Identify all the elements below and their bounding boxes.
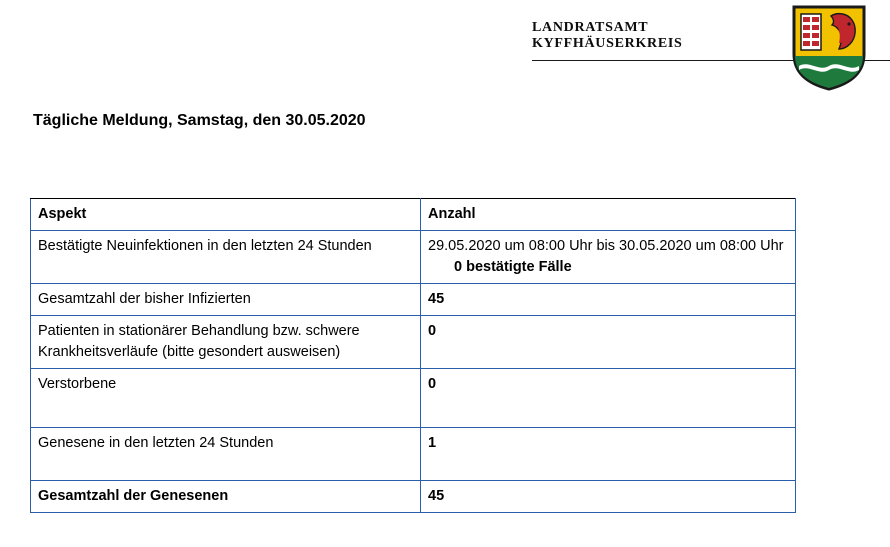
row-aspect-total-infected: Gesamtzahl der bisher Infizierten bbox=[31, 284, 421, 316]
table-row bbox=[31, 481, 796, 513]
report-table-container bbox=[30, 198, 795, 513]
table-row bbox=[31, 428, 796, 481]
row-value-deceased: 0 bbox=[421, 369, 796, 428]
row-value-recovered-24h: 1 bbox=[421, 428, 796, 481]
row-aspect-total-recovered: Gesamtzahl der Genesenen bbox=[31, 481, 421, 513]
table-row bbox=[31, 316, 796, 369]
row-value-text: 29.05.2020 um 08:00 Uhr bis 30.05.2020 um 08:00 Uhr bbox=[428, 238, 784, 255]
organization-line-2: KYFFHÄUSERKREIS bbox=[532, 36, 683, 52]
row-value-total-recovered: 45 bbox=[421, 481, 796, 513]
organization-line-1: LANDRATSAMT bbox=[532, 20, 649, 35]
row-value-hospitalized: 0 bbox=[421, 316, 796, 369]
row-aspect-new-infections: Bestätigte Neuinfektionen in den letzten 24 Stunden bbox=[31, 231, 421, 284]
document-header bbox=[0, 0, 890, 78]
daily-report-table bbox=[30, 198, 796, 513]
row-aspect-hospitalized: Patienten in stationärer Behandlung bzw. schwere Krankheitsverläufe (bitte gesondert ausweisen) bbox=[31, 316, 421, 369]
table-row bbox=[31, 231, 796, 284]
column-header-anzahl: Anzahl bbox=[421, 199, 796, 231]
row-value-emphasis: 0 bestätigte Fälle bbox=[454, 259, 572, 276]
coat-of-arms-icon bbox=[791, 4, 867, 92]
organization-name bbox=[532, 20, 683, 52]
table-row bbox=[31, 369, 796, 428]
page-title: Tägliche Meldung, Samstag, den 30.05.2020 bbox=[33, 112, 366, 129]
table-header-row bbox=[31, 199, 796, 231]
row-value-new-infections bbox=[421, 231, 796, 284]
row-aspect-deceased: Verstorbene bbox=[31, 369, 421, 428]
column-header-aspect: Aspekt bbox=[31, 199, 421, 231]
table-row bbox=[31, 284, 796, 316]
row-aspect-recovered-24h: Genesene in den letzten 24 Stunden bbox=[31, 428, 421, 481]
row-value-total-infected: 45 bbox=[421, 284, 796, 316]
